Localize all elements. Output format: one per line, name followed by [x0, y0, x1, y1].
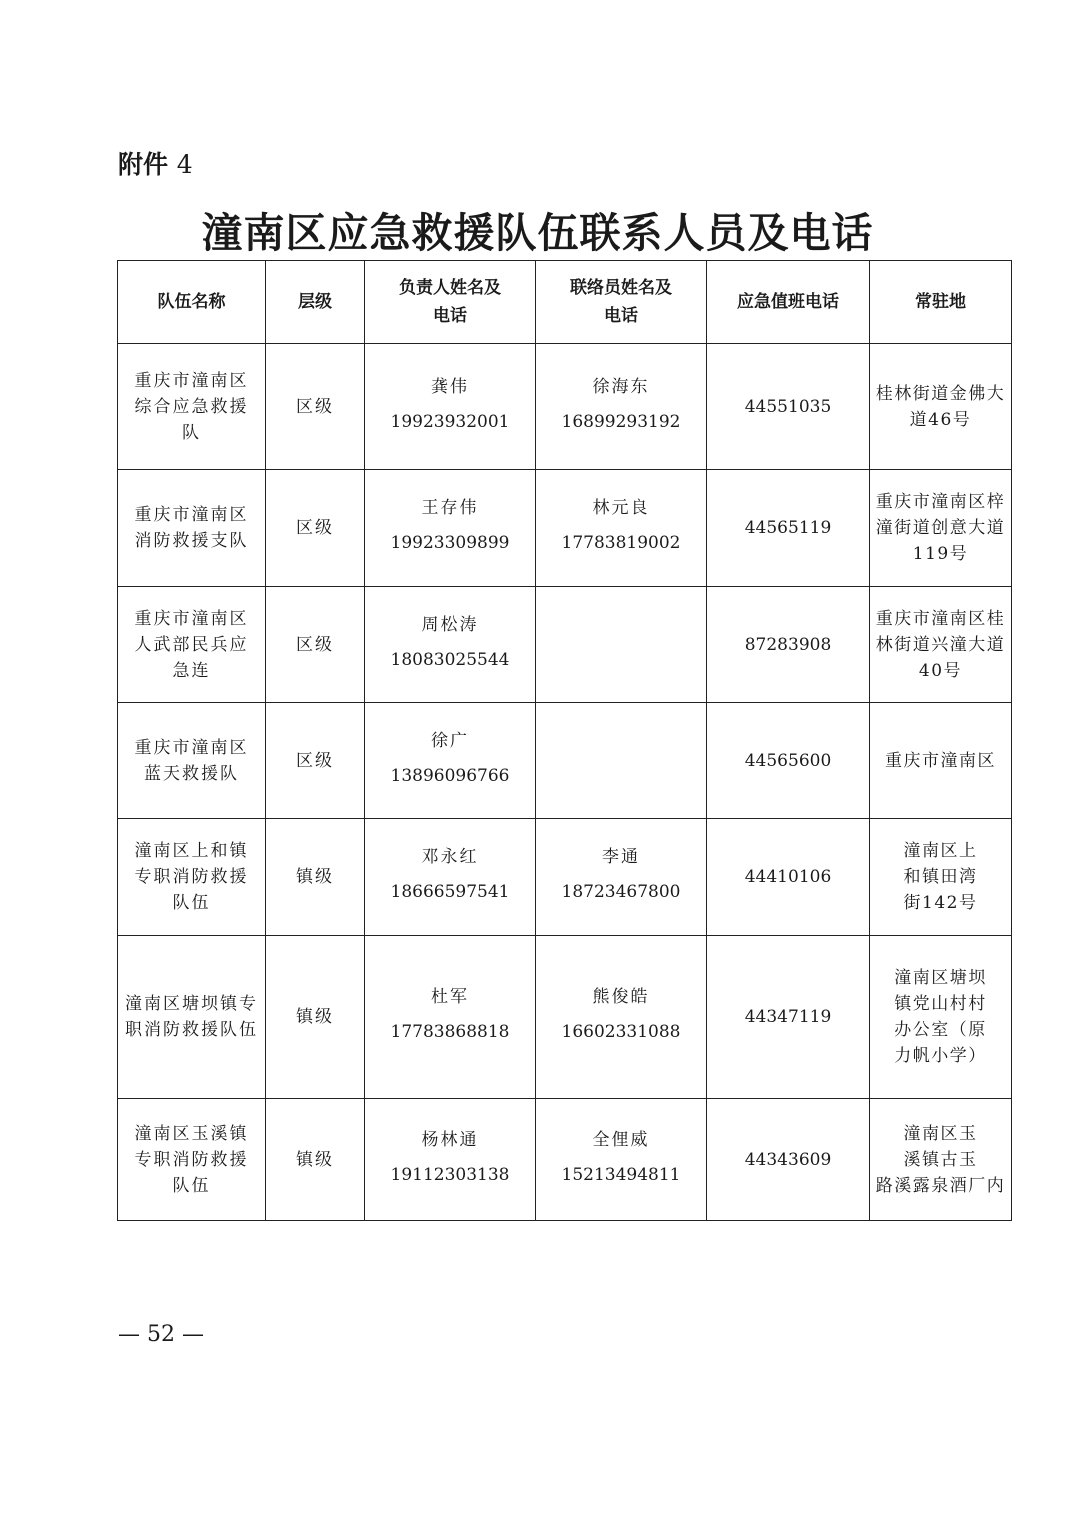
leader-cell [365, 819, 536, 936]
liaison-cell [536, 936, 707, 1099]
leader-name: 龚伟 [431, 376, 469, 397]
location-cell [870, 936, 1012, 1099]
leader-name: 杜军 [431, 987, 469, 1007]
location-line: 镇党山村村 [894, 994, 987, 1014]
level-cell: 区级 [266, 587, 365, 703]
location-line: 办公室（原 [894, 1020, 987, 1040]
team-name-line: 专职消防救援 [134, 867, 249, 887]
rescue-team-table [117, 260, 1012, 1221]
location-line: 溪镇古玉 [903, 1149, 978, 1170]
team-name-cell [118, 936, 266, 1099]
location-cell [870, 470, 1012, 587]
leader-phone: 19112303138 [390, 1164, 510, 1185]
location-cell [870, 819, 1012, 936]
location-line: 重庆市潼南区 [885, 750, 996, 771]
location-cell [870, 344, 1012, 470]
liaison-name: 全俚威 [592, 1129, 650, 1150]
table-row [118, 1099, 1012, 1221]
team-name-cell [118, 819, 266, 936]
team-name-line: 重庆市潼南区 [134, 608, 249, 629]
leader-cell [365, 470, 536, 587]
liaison-cell [536, 587, 707, 703]
leader-phone: 19923932001 [390, 411, 510, 432]
duty-phone-cell: 44551035 [707, 344, 870, 470]
leader-phone: 13896096766 [390, 765, 510, 786]
table-header-row [118, 261, 1012, 344]
team-name-cell [118, 344, 266, 470]
location-line: 潼南区上 [903, 841, 978, 861]
leader-name: 周松涛 [421, 614, 479, 635]
leader-name: 王存伟 [421, 498, 479, 518]
leader-phone: 18666597541 [390, 882, 510, 902]
table-row [118, 819, 1012, 936]
location-line: 重庆市潼南区桂 [875, 608, 1006, 629]
location-cell [870, 587, 1012, 703]
location-line: 潼南区塘坝 [894, 968, 987, 988]
attachment-number: 4 [176, 150, 193, 179]
team-name-line: 人武部民兵应 [134, 634, 249, 655]
leader-name: 邓永红 [421, 847, 479, 867]
header-duty-phone: 应急值班电话 [707, 261, 870, 344]
team-name-line: 重庆市潼南区 [134, 505, 249, 525]
liaison-phone: 17783819002 [561, 533, 681, 553]
leader-phone: 18083025544 [390, 649, 510, 670]
leader-cell [365, 703, 536, 819]
liaison-cell [536, 703, 707, 819]
location-line: 桂林街道金佛大 [875, 383, 1006, 404]
team-name-line: 队 [182, 422, 201, 443]
location-line: 路溪露泉酒厂内 [875, 1175, 1006, 1196]
page-title: 潼南区应急救援队伍联系人员及电话 [201, 209, 874, 257]
team-name-line: 潼南区上和镇 [134, 841, 249, 861]
leader-name: 杨林通 [421, 1129, 479, 1150]
attachment-label [118, 145, 193, 181]
level-cell: 区级 [266, 344, 365, 470]
team-name-line: 潼南区塘坝镇专 [125, 994, 258, 1014]
header-leader: 负责人姓名及电话 [365, 261, 536, 344]
table-row [118, 344, 1012, 470]
level-cell: 镇级 [266, 819, 365, 936]
liaison-cell [536, 470, 707, 587]
duty-phone-cell: 87283908 [707, 587, 870, 703]
location-cell [870, 1099, 1012, 1221]
liaison-phone: 16602331088 [561, 1022, 681, 1042]
location-line: 林街道兴潼大道 [875, 634, 1006, 655]
duty-phone-cell: 44410106 [707, 819, 870, 936]
level-cell: 区级 [266, 703, 365, 819]
level-cell: 镇级 [266, 936, 365, 1099]
liaison-cell [536, 1099, 707, 1221]
leader-phone: 19923309899 [390, 533, 510, 553]
liaison-name: 徐海东 [592, 376, 650, 397]
header-level: 层级 [266, 261, 365, 344]
team-name-cell [118, 470, 266, 587]
team-name-line: 急连 [172, 660, 211, 681]
level-cell: 镇级 [266, 1099, 365, 1221]
location-line: 潼街道创意大道 [875, 518, 1006, 538]
liaison-name: 熊俊皓 [592, 987, 650, 1007]
team-name-line: 消防救援支队 [134, 531, 249, 551]
team-name-cell [118, 703, 266, 819]
team-name-line: 重庆市潼南区 [134, 737, 249, 758]
liaison-phone: 15213494811 [561, 1164, 681, 1185]
team-name-line: 队伍 [172, 1175, 211, 1196]
leader-cell [365, 587, 536, 703]
page-number: — 52 — [118, 1322, 204, 1347]
level-cell: 区级 [266, 470, 365, 587]
team-name-cell [118, 587, 266, 703]
table-row [118, 470, 1012, 587]
location-line: 力帆小学） [894, 1046, 987, 1066]
leader-cell [365, 936, 536, 1099]
leader-cell [365, 344, 536, 470]
table-body [118, 344, 1012, 1221]
table-row [118, 703, 1012, 819]
location-line: 道46号 [909, 409, 972, 430]
team-name-line: 职消防救援队伍 [125, 1020, 258, 1040]
location-line: 40号 [918, 660, 963, 681]
leader-phone: 17783868818 [390, 1022, 510, 1042]
location-line: 和镇田湾 [903, 867, 978, 887]
team-name-line: 蓝天救援队 [144, 763, 239, 784]
location-line: 街142号 [903, 893, 978, 913]
header-liaison: 联络员姓名及电话 [536, 261, 707, 344]
header-location: 常驻地 [870, 261, 1012, 344]
leader-name: 徐广 [431, 730, 469, 751]
leader-cell [365, 1099, 536, 1221]
location-line: 潼南区玉 [903, 1123, 978, 1144]
duty-phone-cell: 44347119 [707, 936, 870, 1099]
table-row [118, 587, 1012, 703]
team-name-line: 综合应急救援 [134, 396, 249, 417]
header-team-name: 队伍名称 [118, 261, 266, 344]
team-name-line: 专职消防救援 [134, 1149, 249, 1170]
duty-phone-cell: 44565600 [707, 703, 870, 819]
liaison-cell [536, 344, 707, 470]
team-name-line: 潼南区玉溪镇 [134, 1123, 249, 1144]
duty-phone-cell: 44565119 [707, 470, 870, 587]
attachment-text: 附件 [118, 150, 169, 179]
team-name-line: 重庆市潼南区 [134, 370, 249, 391]
liaison-phone: 18723467800 [561, 882, 681, 902]
liaison-phone: 16899293192 [561, 411, 681, 432]
table-row [118, 936, 1012, 1099]
liaison-name: 李通 [602, 847, 640, 867]
team-name-line: 队伍 [172, 893, 211, 913]
liaison-name: 林元良 [592, 498, 650, 518]
liaison-cell [536, 819, 707, 936]
location-cell [870, 703, 1012, 819]
duty-phone-cell: 44343609 [707, 1099, 870, 1221]
location-line: 119号 [912, 544, 969, 564]
team-name-cell [118, 1099, 266, 1221]
location-line: 重庆市潼南区梓 [875, 492, 1006, 512]
